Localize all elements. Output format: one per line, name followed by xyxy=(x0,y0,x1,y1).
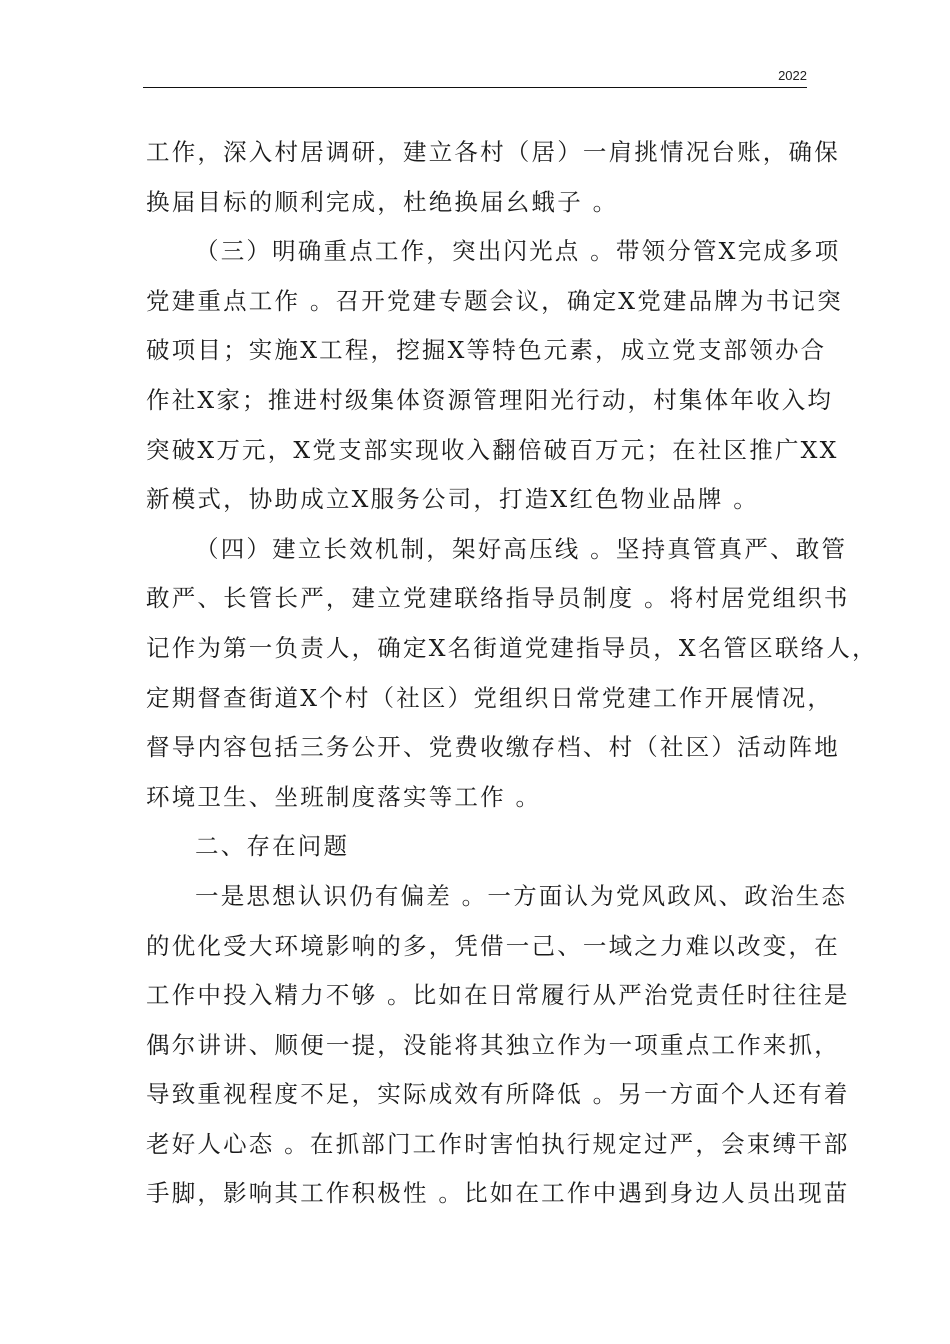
text-line: 记作为第一负责人，确定X名街道党建指导员，X名管区联络人， xyxy=(146,633,878,662)
text-line: 换届目标的顺利完成，杜绝换届幺蛾子 。 xyxy=(146,187,619,216)
text-line: 二、存在问题 xyxy=(195,832,350,861)
text-line: 偶尔讲讲、顺便一提，没能将其独立作为一项重点工作来抓， xyxy=(146,1030,840,1059)
text-line: 环境卫生、坐班制度落实等工作 。 xyxy=(146,782,542,811)
text-line: 督导内容包括三务公开、党费收缴存档、村（社区）活动阵地 xyxy=(146,733,840,762)
header-divider xyxy=(143,87,807,88)
text-line: （四）建立长效机制，架好高压线 。坚持真管真严、敢管 xyxy=(195,534,848,563)
text-line: 的优化受大环境影响的多，凭借一己、一域之力难以改变，在 xyxy=(146,931,840,960)
text-line: 党建重点工作 。召开党建专题会议，确定X党建品牌为书记突 xyxy=(146,286,843,315)
text-line: 敢严、长管长严，建立党建联络指导员制度 。将村居党组织书 xyxy=(146,584,850,613)
text-line: 作社X家；推进村级集体资源管理阳光行动，村集体年收入均 xyxy=(146,385,834,414)
text-line: 破项目；实施X工程，挖掘X等特色元素，成立党支部领办合 xyxy=(146,336,827,365)
text-line: 工作，深入村居调研，建立各村（居）一肩挑情况台账，确保 xyxy=(146,138,840,166)
text-line: 工作中投入精力不够 。比如在日常履行从严治党责任时往往是 xyxy=(146,981,850,1010)
text-line: 老好人心态 。在抓部门工作时害怕执行规定过严，会束缚干部 xyxy=(146,1129,850,1158)
page-header-year: 2022 xyxy=(778,68,807,83)
text-line: 定期督查街道X个村（社区）党组织日常党建工作开展情况， xyxy=(146,683,834,712)
text-line: 突破X万元，X党支部实现收入翻倍破百万元；在社区推广XX xyxy=(146,435,839,464)
document-body xyxy=(146,132,878,1223)
text-line: 导致重视程度不足，实际成效有所降低 。另一方面个人还有着 xyxy=(146,1080,850,1109)
text-line: 新模式，协助成立X服务公司，打造X红色物业品牌 。 xyxy=(146,485,759,514)
text-line: 一是思想认识仍有偏差 。一方面认为党风政风、政治生态 xyxy=(195,881,848,910)
text-line: 手脚，影响其工作积极性 。比如在工作中遇到身边人员出现苗 xyxy=(146,1179,850,1208)
text-line: （三）明确重点工作，突出闪光点 。带领分管X完成多项 xyxy=(195,237,841,266)
